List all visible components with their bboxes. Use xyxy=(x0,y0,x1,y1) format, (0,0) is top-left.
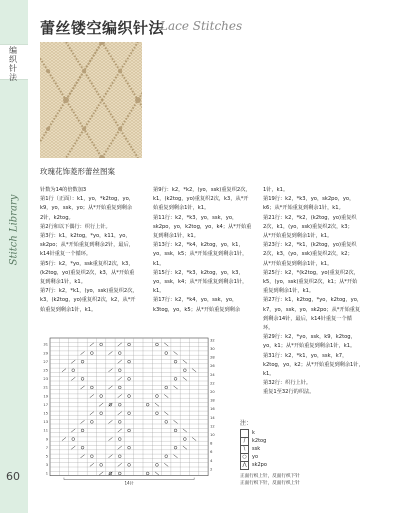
instruction-line: 第7行：k2，*k1，(yo，ssk)重复织2次， xyxy=(40,288,138,295)
instruction-line: 1针，k1。 xyxy=(263,187,289,193)
row-number-left: 1 xyxy=(45,471,48,476)
instruction-line: 第29行：k2，*yo，ssk，k9，k2tog， xyxy=(263,334,356,341)
instruction-line: 环。 xyxy=(263,325,274,332)
instruction-line: 第17行：k2，*k4，yo，ssk，yo， xyxy=(153,297,238,304)
instructions-column-3 xyxy=(263,186,373,398)
row-number-left: 25 xyxy=(43,368,48,373)
legend-symbol: ○ xyxy=(240,453,249,462)
row-number-left: 17 xyxy=(43,402,48,407)
instructions-column-1 xyxy=(40,186,148,315)
knitting-chart xyxy=(40,335,220,485)
chart-grid xyxy=(40,335,220,485)
repeat-bracket xyxy=(64,478,194,480)
row-number-left: 21 xyxy=(43,385,48,390)
row-number-right: 30 xyxy=(210,347,215,352)
row-number-right: 8 xyxy=(210,441,213,446)
instruction-line: yo，ssk，k5；从*开始重复到剩余1针， xyxy=(153,251,248,258)
row-number-right: 4 xyxy=(210,458,213,463)
row-number-right: 20 xyxy=(210,390,215,395)
sidebar-script: Stitch Library xyxy=(8,194,20,266)
instruction-line: 第25行：k2，*(k2tog，yo)重复织2次， xyxy=(263,269,359,276)
pattern-caption: 玫瑰花饰菱形蕾丝图案 xyxy=(40,167,115,176)
row-number-left: 5 xyxy=(45,454,48,459)
page-number: 60 xyxy=(6,470,20,483)
instruction-line: 第3行：k1，k2tog，*yo，k11，yo， xyxy=(40,233,131,240)
row-number-left: 23 xyxy=(43,377,48,382)
instruction-line: 2次，k1，(yo，ssk)重复织2次，k3； xyxy=(263,223,353,230)
legend-label: yo xyxy=(252,454,259,460)
instruction-line: k1，(k2tog，yo)重复织2次，k3，从*开 xyxy=(153,196,249,203)
legend-symbol: ⋀ xyxy=(240,461,249,470)
instruction-line: k1。 xyxy=(263,371,275,378)
row-number-left: 15 xyxy=(43,411,48,416)
legend-note-1: 正面行织上针，反面行织下针 xyxy=(240,474,300,479)
row-number-right: 22 xyxy=(210,381,215,386)
legend-label: k xyxy=(252,430,255,436)
row-number-right: 6 xyxy=(210,450,213,455)
instruction-line: sk2po；从*开始重复到剩余2针，最后， xyxy=(40,242,134,249)
row-number-right: 14 xyxy=(210,415,215,420)
row-number-left: 3 xyxy=(45,463,48,468)
instruction-line: 第31行：k2，*k1，yo，ssk，k7， xyxy=(263,352,348,359)
row-number-left: 19 xyxy=(43,394,48,399)
page-title-english: Lace Stitches xyxy=(160,19,243,33)
instruction-line: 第9行：k2，*k2，(yo，ssk)重复织2次， xyxy=(153,187,251,193)
instruction-line: 第21行：k2，*k2，(k2tog，yo)重复织 xyxy=(263,214,357,221)
page-title: 蕾丝镂空编织针法 xyxy=(40,19,165,37)
instruction-line: 第2行和以下偶行：织行上针。 xyxy=(40,223,111,230)
instruction-line: k3，(k2tog，yo)重复织2次，k2，从*开 xyxy=(40,297,136,304)
instruction-line: (k2tog，yo)重复织2次，k3，从*开始重 xyxy=(40,269,135,276)
instruction-line: k5，(yo，ssk)重复织2次，k1；从*开始 xyxy=(263,279,358,286)
instruction-line: 始重复到剩余1针，k1。 xyxy=(40,306,97,313)
instruction-line: 第19行：k2，*k3，yo，sk2po，yo， xyxy=(263,196,355,203)
row-number-right: 26 xyxy=(210,364,215,369)
legend-item xyxy=(240,461,300,469)
legend-header: 注： xyxy=(240,420,253,427)
row-number-right: 16 xyxy=(210,407,215,412)
instruction-line: 从*开始重复到剩余1针，k1。 xyxy=(263,260,333,267)
instruction-line: 2针，k2tog。 xyxy=(40,214,74,221)
instruction-line: k9，yo，ssk，yo；从*开始重复到剩余 xyxy=(40,205,133,212)
instruction-line: k2tog，yo，k2；从*开始重复到剩余1针， xyxy=(263,361,364,368)
instruction-line: 第5行：k2，*yo，ssk重复织2次，k3， xyxy=(40,260,134,267)
legend-label: sk2po xyxy=(252,462,267,468)
row-number-left: 13 xyxy=(43,420,48,425)
row-number-right: 32 xyxy=(210,338,215,343)
instructions-column-2 xyxy=(153,186,261,315)
lace-knit-photo xyxy=(40,42,142,158)
instruction-line: sk2po，yo，k2tog，yo，k4；从*开始重 xyxy=(153,223,252,230)
instruction-line: 从*开始重复到剩余1针，k1。 xyxy=(263,233,333,240)
row-number-right: 24 xyxy=(210,372,215,377)
instruction-line: k7，yo，ssk，yo，sk2po；从*开始重复 xyxy=(263,306,361,313)
instruction-line: 第1行（正面）：k1，yo，*k2tog，yo， xyxy=(40,196,134,203)
repeat-label: 14针 xyxy=(124,480,134,485)
instruction-line: 第32行：织行上针。 xyxy=(263,380,312,387)
row-number-left: 29 xyxy=(43,351,48,356)
row-number-left: 11 xyxy=(43,428,48,433)
row-number-right: 12 xyxy=(210,424,215,429)
instruction-line: k14针重复一个循环。 xyxy=(40,251,92,258)
instruction-line: k6；从*开始重复到剩余1针，k1。 xyxy=(263,205,344,212)
instruction-line: 到剩余14针，最后，k14针重复一个循 xyxy=(263,315,352,322)
lace-photo xyxy=(40,42,142,158)
row-number-left: 7 xyxy=(45,445,48,450)
legend-note-2: 正面行织下针，反面行织上针 xyxy=(240,481,300,486)
instruction-line: k1。 xyxy=(153,288,165,295)
instruction-line: 第13行：k2，*k4，k2tog，yo，k1， xyxy=(153,242,244,249)
instruction-line: 始重复到剩余1针，k1。 xyxy=(153,205,210,212)
row-number-right: 10 xyxy=(210,433,215,438)
instruction-line: 第27行：k1，k2tog，*yo，k2tog，yo， xyxy=(263,297,363,304)
instruction-line: k3tog，yo，k5；从*开始重复到剩余 xyxy=(153,306,241,313)
instruction-line: 复到剩余1针，k1。 xyxy=(153,233,199,240)
instruction-line: 第11行：k2，*k3，yo，ssk，yo， xyxy=(153,214,238,221)
instruction-line: 针数为14的倍数加3 xyxy=(40,187,87,193)
legend-symbol: \ xyxy=(240,445,249,454)
legend-label: k2tog xyxy=(252,438,267,444)
legend xyxy=(240,418,300,487)
sidebar-tab-label: 编织针法 xyxy=(9,46,17,82)
instruction-line: 第15行：k2，*k3，k2tog，yo，k3， xyxy=(153,269,244,276)
row-number-left: 9 xyxy=(45,437,48,442)
row-number-left: 27 xyxy=(43,359,48,364)
row-number-right: 18 xyxy=(210,398,215,403)
instruction-line: 复到剩余1针，k1。 xyxy=(40,279,86,286)
instruction-line: yo，k1；从*开始重复到剩余1针，k1。 xyxy=(263,343,356,350)
legend-label: ssk xyxy=(252,446,261,452)
instruction-line: 重复1至32行的织法。 xyxy=(263,389,315,396)
row-number-left: 31 xyxy=(43,342,48,347)
instruction-line: 重复到剩余1针，k1。 xyxy=(263,288,315,295)
instruction-line: 2次，k3，(yo，ssk)重复织2次，k2； xyxy=(263,251,353,258)
row-number-right: 28 xyxy=(210,355,215,360)
instruction-line: 第23行：k2，*k1，(k2tog，yo)重复织 xyxy=(263,242,357,249)
legend-symbol: / xyxy=(240,437,249,446)
instruction-line: k1。 xyxy=(153,260,165,267)
row-number-right: 2 xyxy=(210,467,213,472)
instruction-line: yo，ssk，k4；从*开始重复到剩余1针， xyxy=(153,279,248,286)
